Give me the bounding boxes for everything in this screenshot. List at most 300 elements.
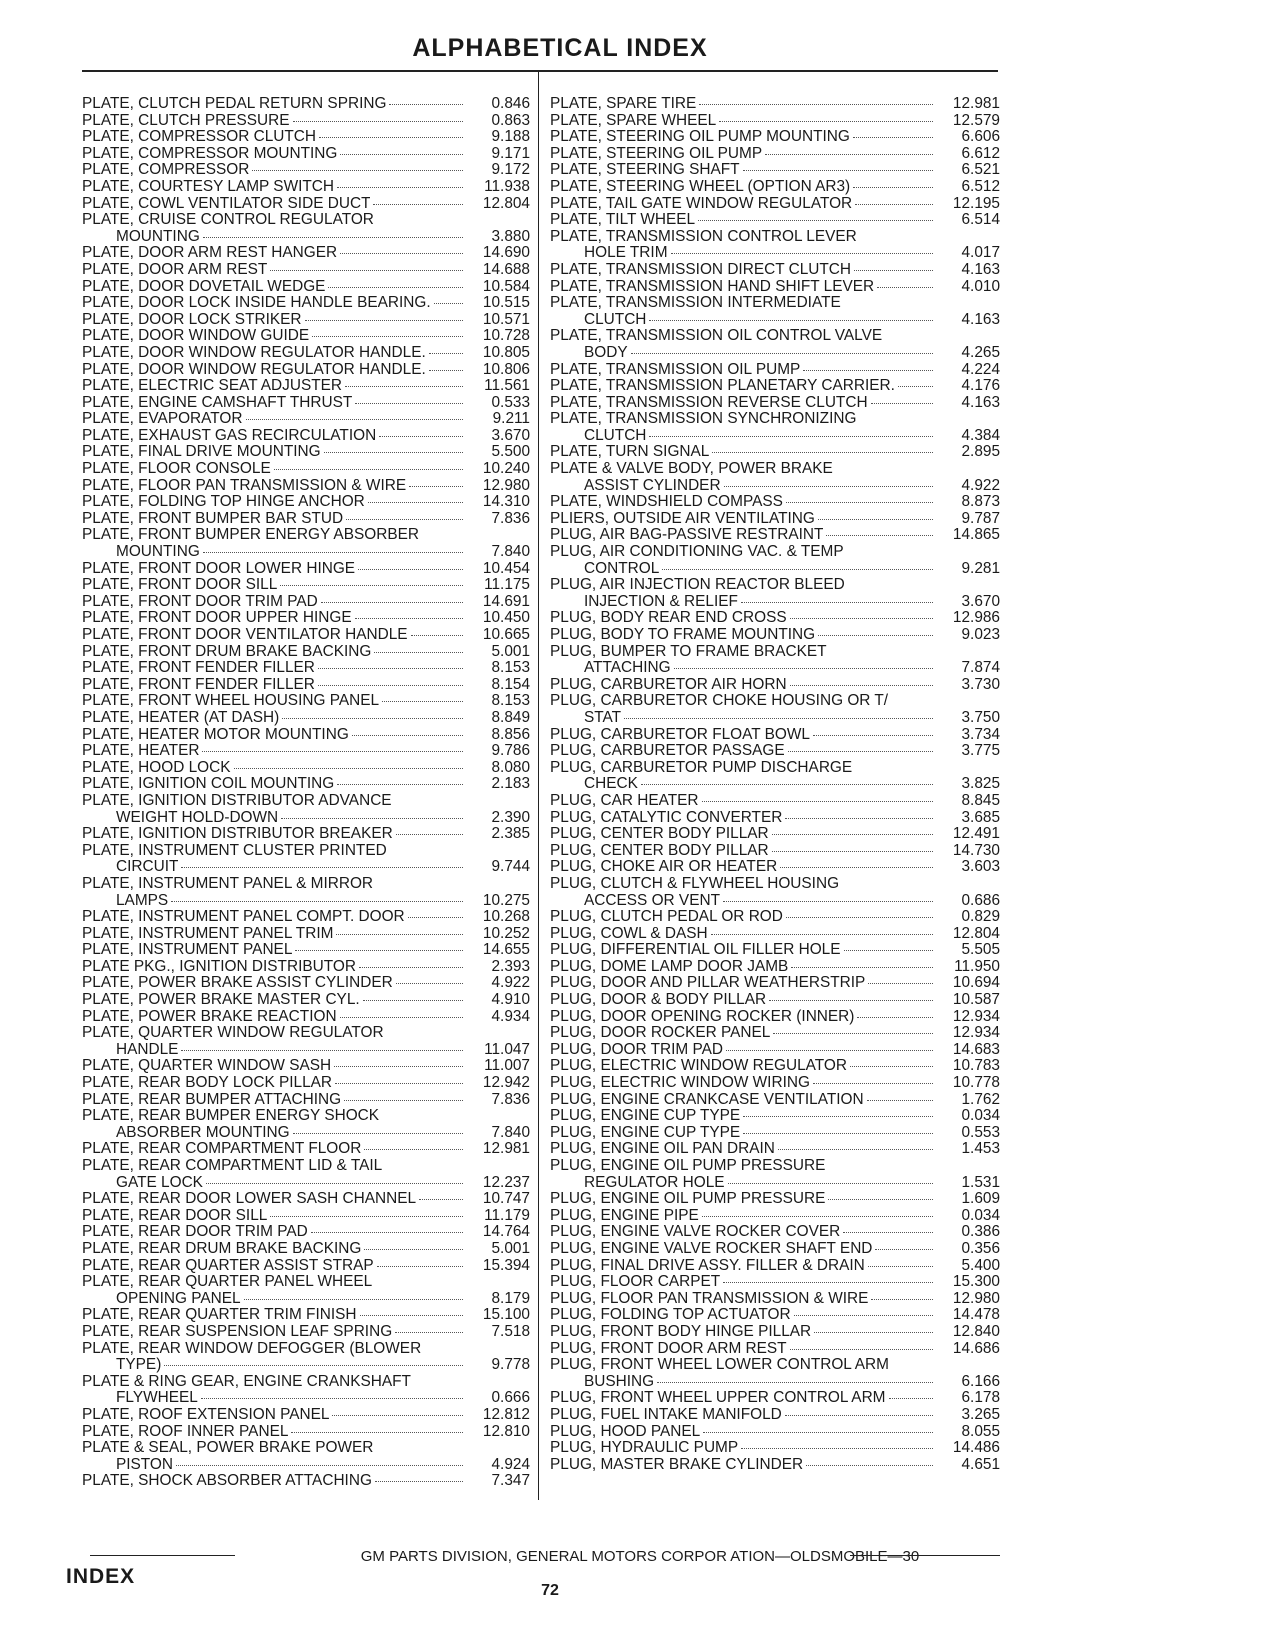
index-entry-page: 4.010	[961, 277, 1000, 295]
index-entry-page: 3.825	[961, 775, 1000, 793]
index-entry	[550, 594, 1000, 611]
index-entry	[550, 196, 1000, 213]
index-entry	[82, 1108, 530, 1125]
index-entry-page: 0.846	[491, 95, 530, 112]
index-entry-label: PLUG, ENGINE CUP TYPE	[550, 1124, 741, 1141]
index-entry-page: 0.829	[961, 908, 1000, 926]
footer-rule-left	[90, 1555, 235, 1556]
index-entry-page: 10.694	[952, 974, 1000, 992]
index-entry	[82, 1042, 530, 1059]
index-entry-page: 11.047	[484, 1040, 530, 1058]
index-entry-page: 5.500	[491, 443, 530, 461]
dot-leader	[408, 917, 463, 918]
index-entry	[82, 295, 530, 312]
index-entry-page: 4.224	[961, 360, 1000, 378]
top-rule	[82, 70, 998, 72]
dot-leader	[203, 237, 463, 238]
index-entry	[82, 743, 530, 760]
dot-leader	[674, 668, 933, 669]
index-entry-label: PISTON	[116, 1456, 174, 1473]
dot-leader	[826, 535, 933, 536]
dot-leader	[703, 1432, 933, 1433]
index-entry-page: 14.688	[482, 260, 530, 278]
index-entry-page: 9.778	[491, 1356, 530, 1374]
index-entry-page: 12.942	[482, 1074, 530, 1092]
index-entry	[82, 544, 530, 561]
dot-leader	[368, 502, 463, 503]
dot-leader	[181, 1050, 463, 1051]
index-entry-page: 14.478	[952, 1306, 1000, 1324]
index-entry-label: PLUG, AIR BAG-PASSIVE RESTRAINT	[550, 527, 824, 544]
index-entry	[550, 461, 1000, 478]
index-entry-page: 14.764	[482, 1223, 530, 1241]
index-entry-label: GATE LOCK	[116, 1174, 203, 1191]
index-entry	[550, 975, 1000, 992]
index-entry-label: PLATE PKG., IGNITION DISTRIBUTOR	[82, 958, 356, 975]
dot-leader	[355, 618, 463, 619]
dot-leader	[702, 1216, 933, 1217]
index-entry-page: 15.300	[952, 1273, 1000, 1291]
dot-leader	[291, 1432, 463, 1433]
index-entry	[550, 893, 1000, 910]
index-entry-label: PLATE, FRONT BUMPER BAR STUD	[82, 510, 344, 527]
index-entry-label: PLATE, ROOF EXTENSION PANEL	[82, 1406, 330, 1423]
index-entry-label: PLATE & VALVE BODY, POWER BRAKE	[550, 461, 833, 478]
index-entry-label: PLUG, CARBURETOR PASSAGE	[550, 743, 785, 760]
dot-leader	[319, 137, 463, 138]
index-entry-label: CLUTCH	[584, 427, 647, 444]
dot-leader	[280, 585, 463, 586]
index-entry-page: 11.938	[484, 177, 530, 195]
dot-leader	[419, 1199, 463, 1200]
dot-leader	[871, 1299, 933, 1300]
index-entry	[550, 909, 1000, 926]
index-entry-page: 14.865	[952, 526, 1000, 544]
index-entry-page: 14.310	[482, 493, 530, 511]
index-entry	[550, 328, 1000, 345]
index-entry-label: PLATE, DOOR WINDOW GUIDE	[82, 328, 310, 345]
index-entry-label: PLUG, FUEL INTAKE MANIFOLD	[550, 1406, 782, 1423]
index-entry-page: 15.394	[482, 1256, 530, 1274]
index-entry	[550, 511, 1000, 528]
index-entry	[550, 1341, 1000, 1358]
index-entry	[82, 710, 530, 727]
index-entry-page: 4.163	[961, 260, 1000, 278]
index-entry-label: PLATE, FLOOR PAN TRANSMISSION & WIRE	[82, 477, 407, 494]
index-entry-label: PLUG, CENTER BODY PILLAR	[550, 842, 769, 859]
index-entry-page: 12.804	[952, 924, 1000, 942]
dot-leader	[741, 1448, 933, 1449]
index-entry-page: 10.805	[482, 343, 530, 361]
index-entry	[82, 378, 530, 395]
dot-leader	[375, 1481, 463, 1482]
index-entry	[82, 527, 530, 544]
index-entry-label: PLATE, FRONT DOOR TRIM PAD	[82, 593, 318, 610]
index-entry	[550, 677, 1000, 694]
index-entry-label: PLATE, TRANSMISSION CONTROL LEVER	[550, 228, 857, 245]
dot-leader	[355, 403, 463, 404]
index-entry	[550, 146, 1000, 163]
index-entry-label: PLATE, FRONT DOOR SILL	[82, 577, 278, 594]
index-entry-page: 10.571	[482, 310, 530, 328]
dot-leader	[728, 1183, 933, 1184]
index-entry-page: 3.730	[961, 675, 1000, 693]
index-entry	[550, 478, 1000, 495]
index-entry-label: PLUG, ELECTRIC WINDOW REGULATOR	[550, 1058, 848, 1075]
index-entry	[550, 1158, 1000, 1175]
index-entry	[550, 1009, 1000, 1026]
index-entry	[82, 1191, 530, 1208]
index-entry-label: PLATE, STEERING WHEEL (OPTION AR3)	[550, 178, 851, 195]
index-entry	[550, 1307, 1000, 1324]
dot-leader	[337, 784, 463, 785]
index-entry-label: PLUG, CLUTCH & FLYWHEEL HOUSING	[550, 875, 840, 892]
index-entry-page: 11.561	[484, 377, 530, 395]
index-entry-label: PLUG, CARBURETOR FLOAT BOWL	[550, 726, 810, 743]
index-entry-page: 3.603	[961, 858, 1000, 876]
index-entry-label: PLATE, TRANSMISSION INTERMEDIATE	[550, 295, 841, 312]
dot-leader	[324, 452, 463, 453]
dot-leader	[631, 353, 933, 354]
index-entry-page: 12.812	[482, 1405, 530, 1423]
index-entry	[550, 1440, 1000, 1457]
index-entry	[550, 776, 1000, 793]
index-entry-label: PLATE, HEATER MOTOR MOUNTING	[82, 726, 349, 743]
index-entry	[82, 196, 530, 213]
index-entry-label: PLATE, REAR DOOR LOWER SASH CHANNEL	[82, 1191, 417, 1208]
index-entry-page: 9.281	[961, 559, 1000, 577]
index-entry	[82, 660, 530, 677]
index-entry-page: 1.453	[961, 1140, 1000, 1158]
index-entry-label: PLATE, SPARE TIRE	[550, 96, 697, 112]
index-entry-label: PLATE, POWER BRAKE ASSIST CYLINDER	[82, 975, 393, 992]
dot-leader	[396, 834, 463, 835]
index-entry	[82, 1025, 530, 1042]
index-entry-label: MOUNTING	[116, 228, 200, 245]
footer-rule-right	[850, 1555, 1000, 1556]
dot-leader	[382, 701, 463, 702]
dot-leader	[321, 602, 463, 603]
index-entry-label: PLATE, DOOR DOVETAIL WEDGE	[82, 278, 326, 295]
index-entry	[82, 1307, 530, 1324]
dot-leader	[790, 618, 933, 619]
index-entry-label: PLATE, CRUISE CONTROL REGULATOR	[82, 212, 374, 229]
index-entry-label: BUSHING	[584, 1373, 655, 1390]
index-entry	[82, 826, 530, 843]
dot-leader	[624, 718, 933, 719]
index-entry-label: PLUG, HOOD PANEL	[550, 1423, 701, 1440]
dot-leader	[396, 983, 463, 984]
dot-leader	[671, 253, 933, 254]
index-entry-label: PLATE, FOLDING TOP HINGE ANCHOR	[82, 494, 365, 511]
index-entry-label: PLATE, CLUTCH PRESSURE	[82, 112, 290, 129]
index-entry-label: PLATE, POWER BRAKE MASTER CYL.	[82, 992, 360, 1009]
index-entry-page: 10.240	[482, 460, 530, 478]
index-entry-label: PLUG, FRONT DOOR ARM REST	[550, 1340, 787, 1357]
index-entry	[82, 1158, 530, 1175]
dot-leader	[724, 486, 933, 487]
index-entry-page: 11.175	[484, 576, 530, 594]
dot-leader	[346, 519, 463, 520]
index-entry-label: PLATE, INSTRUMENT PANEL	[82, 942, 293, 959]
index-entry-label: PLATE, DOOR LOCK INSIDE HANDLE BEARING.	[82, 295, 431, 312]
index-entry-page: 0.034	[961, 1107, 1000, 1125]
index-entry-page: 3.775	[961, 742, 1000, 760]
index-entry-label: PLUG, CARBURETOR CHOKE HOUSING OR T/	[550, 693, 889, 710]
index-entry-label: PLATE, STEERING OIL PUMP MOUNTING	[550, 129, 850, 146]
index-entry-label: PLATE, FRONT BUMPER ENERGY ABSORBER	[82, 527, 419, 544]
index-entry	[82, 312, 530, 329]
index-entry	[82, 959, 530, 976]
dot-leader	[843, 1232, 933, 1233]
dot-leader	[853, 137, 933, 138]
index-entry-page: 3.734	[961, 725, 1000, 743]
dot-leader	[274, 469, 463, 470]
index-entry-label: PLATE, FRONT DOOR VENTILATOR HANDLE	[82, 627, 408, 643]
index-entry-page: 0.686	[961, 891, 1000, 909]
index-entry	[82, 1357, 530, 1374]
index-entry-label: PLATE, INSTRUMENT PANEL TRIM	[82, 925, 334, 942]
index-entry	[550, 1324, 1000, 1341]
index-entry-label: PLATE, DOOR WINDOW REGULATOR HANDLE.	[82, 361, 426, 378]
index-entry-page: 10.728	[482, 327, 530, 345]
index-entry	[82, 926, 530, 943]
index-entry-page: 4.384	[961, 426, 1000, 444]
index-entry	[550, 793, 1000, 810]
index-entry-label: PLUG, ENGINE OIL PUMP PRESSURE	[550, 1158, 826, 1174]
index-entry	[82, 229, 530, 246]
index-entry	[550, 544, 1000, 561]
index-entry-page: 10.450	[482, 609, 530, 627]
index-entry-page: 3.880	[491, 227, 530, 245]
index-entry	[550, 245, 1000, 262]
dot-leader	[434, 303, 463, 304]
dot-leader	[335, 1083, 463, 1084]
index-entry-label: CIRCUIT	[116, 859, 179, 876]
index-entry-label: PLATE, REAR SUSPENSION LEAF SPRING	[82, 1323, 393, 1340]
index-entry	[550, 1075, 1000, 1092]
index-entry-page: 12.579	[952, 111, 1000, 129]
index-entry	[550, 760, 1000, 777]
index-entry-label: PLUG, DOOR AND PILLAR WEATHERSTRIP	[550, 975, 866, 992]
index-entry	[550, 279, 1000, 296]
index-entry-label: PLATE, REAR DOOR SILL	[82, 1207, 268, 1224]
index-entry-label: PLUG, COWL & DASH	[550, 925, 708, 942]
dot-leader	[772, 834, 933, 835]
index-entry-page: 6.178	[961, 1389, 1000, 1407]
index-entry-page: 8.845	[961, 791, 1000, 809]
index-entry-page: 2.183	[491, 775, 530, 793]
dot-leader	[743, 1133, 933, 1134]
index-entry-page: 3.750	[961, 708, 1000, 726]
index-entry-page: 4.265	[961, 343, 1000, 361]
index-entry	[82, 975, 530, 992]
dot-leader	[711, 934, 933, 935]
index-entry-page: 12.934	[952, 1007, 1000, 1025]
index-entry-label: PLATE, REAR COMPARTMENT LID & TAIL	[82, 1158, 383, 1174]
dot-leader	[719, 121, 933, 122]
index-entry	[82, 1473, 530, 1490]
index-entry-label: PLUG, ELECTRIC WINDOW WIRING	[550, 1075, 810, 1092]
dot-leader	[791, 967, 933, 968]
index-entry-label: PLATE, TRANSMISSION DIRECT CLUTCH	[550, 261, 852, 278]
dot-leader	[765, 154, 933, 155]
index-entry-page: 7.840	[491, 1123, 530, 1141]
index-entry-page: 7.347	[491, 1472, 530, 1490]
index-entry-page: 4.934	[491, 1007, 530, 1025]
dot-leader	[657, 1382, 933, 1383]
index-entry-label: BODY	[584, 344, 628, 361]
dot-leader	[853, 187, 933, 188]
index-entry	[550, 1208, 1000, 1225]
dot-leader	[813, 1083, 933, 1084]
dot-leader	[818, 635, 933, 636]
index-entry	[550, 1175, 1000, 1192]
index-entry-page: 3.265	[961, 1405, 1000, 1423]
index-entry	[550, 1424, 1000, 1441]
dot-leader	[855, 204, 933, 205]
index-entry-label: PLATE, REAR COMPARTMENT FLOOR	[82, 1141, 362, 1158]
dot-leader	[813, 735, 933, 736]
index-entry	[82, 411, 530, 428]
index-entry-page: 8.153	[491, 692, 530, 710]
index-entry	[82, 162, 530, 179]
index-entry	[550, 660, 1000, 677]
index-entry-label: PLUG, DOOR TRIM PAD	[550, 1041, 724, 1058]
index-entry	[550, 1108, 1000, 1125]
index-entry	[82, 1274, 530, 1291]
dot-leader	[164, 1365, 463, 1366]
index-column-left	[82, 96, 530, 1490]
index-entry-label: PLATE, FRONT DOOR UPPER HINGE	[82, 610, 352, 627]
index-entry-label: PLATE, INSTRUMENT CLUSTER PRINTED	[82, 842, 387, 859]
index-entry-page: 10.665	[482, 626, 530, 643]
dot-leader	[281, 818, 463, 819]
index-entry-label: PLATE, IGNITION DISTRIBUTOR BREAKER	[82, 826, 393, 843]
dot-leader	[176, 1465, 463, 1466]
index-entry-page: 15.100	[482, 1306, 530, 1324]
index-entry-label: PLUG, FRONT WHEEL UPPER CONTROL ARM	[550, 1390, 886, 1407]
index-entry-page: 10.454	[482, 559, 530, 577]
index-entry-label: PLATE, EXHAUST GAS RECIRCULATION	[82, 427, 377, 444]
index-entry	[550, 527, 1000, 544]
dot-leader	[374, 652, 463, 653]
index-entry	[82, 1208, 530, 1225]
index-entry-page: 4.910	[491, 991, 530, 1009]
index-entry	[82, 461, 530, 478]
index-entry-label: ASSIST CYLINDER	[584, 477, 721, 494]
index-entry	[82, 1407, 530, 1424]
dot-leader	[868, 1266, 933, 1267]
index-entry-page: 8.154	[491, 675, 530, 693]
index-entry	[82, 810, 530, 827]
index-entry	[82, 179, 530, 196]
dot-leader	[337, 187, 463, 188]
index-entry	[550, 627, 1000, 644]
index-entry-label: PLATE, DOOR ARM REST HANGER	[82, 245, 338, 262]
index-entry-label: PLATE, REAR BUMPER ATTACHING	[82, 1091, 342, 1108]
index-entry	[82, 1424, 530, 1441]
index-entry	[550, 312, 1000, 329]
index-entry	[82, 328, 530, 345]
dot-leader	[785, 1415, 933, 1416]
index-entry	[550, 942, 1000, 959]
index-entry	[82, 494, 530, 511]
dot-leader	[252, 170, 463, 171]
index-entry-page: 11.179	[484, 1206, 530, 1224]
index-entry	[82, 677, 530, 694]
index-entry-label: PLATE, CLUTCH PEDAL RETURN SPRING	[82, 96, 387, 112]
dot-leader	[772, 851, 933, 852]
index-entry	[82, 627, 530, 644]
index-entry-page: 12.195	[952, 194, 1000, 212]
index-entry-label: PLUG, AIR CONDITIONING VAC. & TEMP	[550, 544, 844, 561]
index-entry-page: 6.514	[961, 211, 1000, 229]
index-entry-label: PLUG, BODY REAR END CROSS	[550, 610, 787, 627]
index-entry-page: 10.252	[482, 924, 530, 942]
index-entry	[550, 727, 1000, 744]
index-entry-label: PLUG, FRONT WHEEL LOWER CONTROL ARM	[550, 1357, 889, 1374]
index-entry-label: PLUG, ENGINE OIL PAN DRAIN	[550, 1141, 775, 1158]
index-entry-label: PLIERS, OUTSIDE AIR VENTILATING	[550, 510, 815, 527]
index-entry	[82, 1390, 530, 1407]
index-entry-page: 5.400	[961, 1256, 1000, 1274]
index-entry-page: 3.670	[961, 592, 1000, 610]
index-entry-label: PLATE, REAR QUARTER TRIM FINISH	[82, 1307, 357, 1324]
index-entry-label: PLATE, STEERING SHAFT	[550, 162, 740, 179]
index-entry-label: PLATE, QUARTER WINDOW SASH	[82, 1058, 332, 1075]
index-entry-label: TYPE)	[116, 1357, 162, 1374]
index-entry	[550, 992, 1000, 1009]
dot-leader	[202, 751, 463, 752]
index-entry-label: PLATE, TRANSMISSION PLANETARY CARRIER.	[550, 378, 895, 395]
index-entry-label: PLATE, SPARE WHEEL	[550, 112, 717, 129]
index-entry	[82, 1092, 530, 1109]
index-entry-label: PLATE, DOOR ARM REST	[82, 261, 268, 278]
index-entry-label: PLATE, COWL VENTILATOR SIDE DUCT	[82, 195, 371, 212]
index-entry-label: REGULATOR HOLE	[584, 1174, 725, 1191]
index-entry	[82, 345, 530, 362]
dot-leader	[334, 1066, 463, 1067]
index-entry-label: PLUG, CAR HEATER	[550, 792, 699, 809]
dot-leader	[844, 950, 934, 951]
index-column-right	[550, 96, 1000, 1473]
dot-leader	[790, 1349, 933, 1350]
index-entry-page: 6.606	[961, 128, 1000, 146]
index-entry-page: 4.922	[961, 476, 1000, 494]
index-entry	[550, 1274, 1000, 1291]
index-entry-label: PLUG, FLOOR CARPET	[550, 1274, 721, 1291]
index-entry	[550, 859, 1000, 876]
index-entry-page: 10.268	[482, 908, 530, 926]
index-entry-page: 2.393	[491, 957, 530, 975]
index-entry-page: 0.356	[961, 1239, 1000, 1257]
index-entry	[550, 693, 1000, 710]
index-entry-label: PLATE, FRONT DRUM BRAKE BACKING	[82, 643, 372, 660]
dot-leader	[270, 270, 463, 271]
index-entry	[550, 428, 1000, 445]
index-entry-label: PLATE & SEAL, POWER BRAKE POWER	[82, 1440, 374, 1457]
index-entry-label: PLUG, BUMPER TO FRAME BRACKET	[550, 643, 827, 660]
index-entry-page: 1.609	[961, 1190, 1000, 1208]
dot-leader	[814, 1332, 933, 1333]
dot-leader	[293, 121, 463, 122]
index-entry-label: PLUG, FINAL DRIVE ASSY. FILLER & DRAIN	[550, 1257, 865, 1274]
column-divider	[538, 72, 539, 1500]
index-entry	[82, 1258, 530, 1275]
index-entry-label: PLATE, QUARTER WINDOW REGULATOR	[82, 1025, 384, 1042]
dot-leader	[818, 519, 933, 520]
